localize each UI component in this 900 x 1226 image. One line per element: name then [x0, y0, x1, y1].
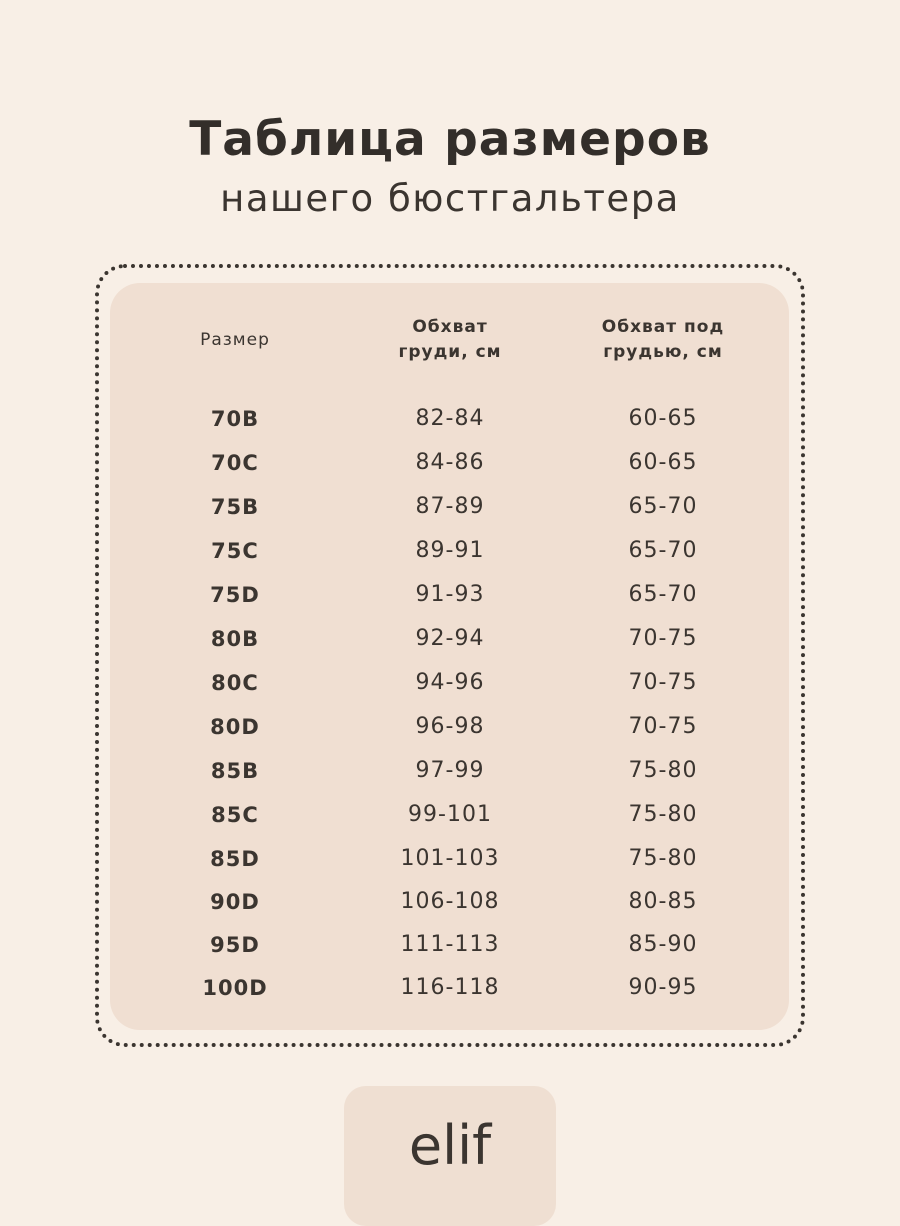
page-title: Таблица размеров — [189, 112, 711, 167]
table-row — [0, 887, 900, 931]
table-row — [0, 712, 900, 756]
table-row — [0, 800, 900, 844]
size-cell: 80B — [210, 627, 260, 651]
size-cell: 75C — [211, 539, 259, 563]
size-cell: 80C — [211, 671, 259, 695]
underbust-cell: 75-80 — [628, 846, 698, 871]
table-row — [0, 580, 900, 624]
header-underbust-line1: Обхват под — [601, 317, 725, 337]
table-row — [0, 624, 900, 668]
size-cell: 90D — [210, 890, 260, 914]
bust-cell: 116-118 — [400, 975, 500, 1000]
bust-cell: 87-89 — [415, 494, 485, 519]
header-underbust — [583, 315, 743, 365]
underbust-cell: 60-65 — [628, 406, 698, 431]
bust-cell: 92-94 — [415, 626, 485, 651]
underbust-cell: 70-75 — [628, 670, 698, 695]
size-cell: 75D — [210, 583, 260, 607]
underbust-cell: 70-75 — [628, 714, 698, 739]
size-cell: 70C — [211, 451, 259, 475]
bust-cell: 97-99 — [415, 758, 485, 783]
bust-cell: 101-103 — [400, 846, 500, 871]
bust-cell: 111-113 — [400, 932, 500, 957]
underbust-cell: 75-80 — [628, 802, 698, 827]
bust-cell: 84-86 — [415, 450, 485, 475]
underbust-cell: 65-70 — [628, 582, 698, 607]
size-cell: 80D — [210, 715, 260, 739]
table-row — [0, 930, 900, 974]
table-row — [0, 756, 900, 800]
header-size-label: Размер — [200, 330, 270, 350]
brand-logo: elif — [408, 1114, 492, 1177]
page-subtitle: нашего бюстгальтера — [220, 177, 680, 220]
underbust-cell: 65-70 — [628, 494, 698, 519]
underbust-cell: 85-90 — [628, 932, 698, 957]
table-row — [0, 844, 900, 888]
header-bust — [380, 315, 520, 365]
size-cell: 100D — [202, 976, 268, 1000]
table-row — [0, 536, 900, 580]
table-row — [0, 668, 900, 712]
size-cell: 85C — [211, 803, 259, 827]
header-underbust-line2: грудью, см — [603, 342, 723, 362]
underbust-cell: 90-95 — [628, 975, 698, 1000]
size-cell: 85D — [210, 847, 260, 871]
table-row — [0, 973, 900, 1017]
size-cell: 75B — [210, 495, 260, 519]
underbust-cell: 60-65 — [628, 450, 698, 475]
table-row — [0, 492, 900, 536]
bust-cell: 91-93 — [415, 582, 485, 607]
bust-cell: 82-84 — [415, 406, 485, 431]
underbust-cell: 65-70 — [628, 538, 698, 563]
bust-cell: 106-108 — [400, 889, 500, 914]
size-cell: 70B — [210, 407, 260, 431]
bust-cell: 99-101 — [408, 802, 492, 827]
header-bust-line1: Обхват — [412, 317, 488, 337]
underbust-cell: 70-75 — [628, 626, 698, 651]
bust-cell: 94-96 — [415, 670, 485, 695]
table-row — [0, 448, 900, 492]
header-size — [170, 328, 300, 353]
size-cell: 95D — [210, 933, 260, 957]
header-bust-line2: груди, см — [398, 342, 502, 362]
size-cell: 85B — [210, 759, 260, 783]
underbust-cell: 80-85 — [628, 889, 698, 914]
bust-cell: 96-98 — [415, 714, 485, 739]
table-row — [0, 404, 900, 448]
underbust-cell: 75-80 — [628, 758, 698, 783]
bust-cell: 89-91 — [415, 538, 485, 563]
